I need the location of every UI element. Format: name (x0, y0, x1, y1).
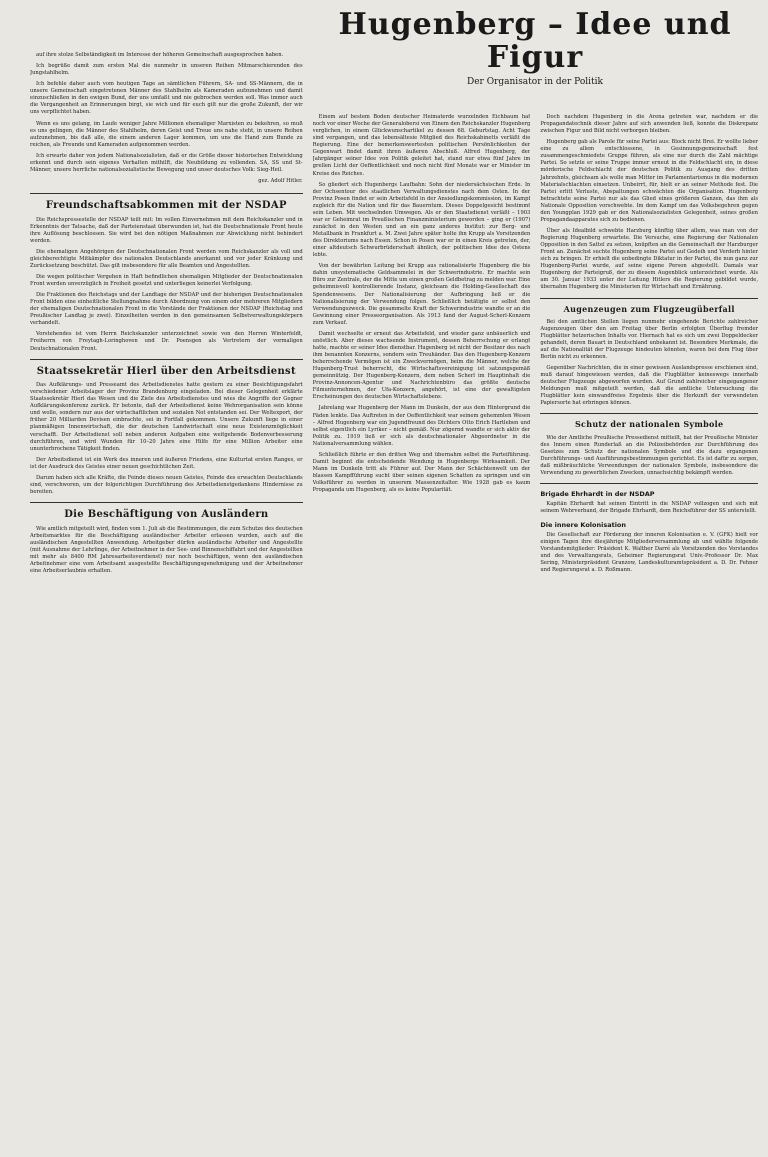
section-title: Die Beschäftigung von Ausländern (64, 509, 269, 520)
paragraph: Wenn es uns gelang, im Laufe weniger Jahre Millionen ehemaliger Marxisten zu bekehren, so muß es uns gelingen, die Männer des Stahlhelm, deren Geist und Treue uns nahe steht, in unsere Reihen aufzunehmen, bis daß alle, die einem anderen Lager kommen, um uns die Hand zum Bunde zu reichen, als Freunde und Kameraden aufgenommen werden. (30, 120, 303, 148)
section-title: Schutz der nationalen Symbole (574, 419, 724, 430)
paragraph: Damit wechselte er erneut das Arbeitsfeld, und wieder ganz unbäuerlich und unöstlich. Aber dieses wachsende Instrument, dessen Beherrschung er erlangt hatte, machte er seiner Idee dienstbar. Hugenberg ist nicht der Besitzer des nach ihm benannten Konzerns, sondern sein Treuhänder. Das den Hugenberg-Konzern beherrschende Vermögen ist ein Zweckvermögen, beim die Männer, welche der Hugenberg-Trust beherrscht, die Wirtschaftsvereinigung ist satzungsgemäß gemeinnützig. Der Hugenberg-Konzern, dem neben Scherl im Hauptinhalt die Provinz-Annoncen-Agentur und Nachrichtenbüro das größte deutsche Filmunternehmen, der Ufa-Konzern, angehört, ist eine der gewaltigsten Erscheinungen des deutschen Wirtschaftslebens. (312, 330, 531, 401)
paragraph: Die Fraktionen des Reichstags und der Landtage der NSDAP und der bisherigen Deutschnationalen Front bilden eine einheitliche Stellungnahme durch Abordnung von einem oder mehreren Mitgliedern der ehemaligen Deutschnationalen Front in die Vorstände der Fraktionen der NSDAP (Reichstag und Preußischer Landtag je zwei). Einzelheiten werden in den gemeinsamen Selbstverwaltungskörpern verhandelt. (30, 292, 303, 327)
paragraph: Die ehemaligen Angehörigen der Deutschnationalen Front werden vom Reichskanzler als voll und gleichberechtigte Mitkämpfer des nationalen Deutschlands anerkannt und vor jeder Kränkung und Zurücksetzung beschützt. Das gilt insbesondere für alle Beamten und Angestellten. (30, 248, 303, 269)
paragraph: Ich erwarte daher von jedem Nationalsozialisten, daß er die Größe dieser historischen Entwicklung erkennt und durch sein eigenes Verhalten mithilft, die Neubildung zu vollenden. SA, SS und St-Männer, unsere herrliche nationalsozialistische Bewegung und unser deutsches Volk: Sieg-Heil. (30, 152, 303, 173)
paragraph: Vorstehendes ist vom Herrn Reichskanzler unterzeichnet sowie von den Herren Winterfeldt, Freiherrn von Freytagh-Loringhoven und Dr. Poensgen als Vertretern der vormaligen Deutschnationalen Front. (30, 331, 303, 352)
divider (30, 193, 303, 194)
subsection-title: Brigade Ehrhardt in der NSDAP (540, 490, 655, 498)
section-title: Staatssekretär Hierl über den Arbeitsdienst (36, 365, 296, 377)
column-2 (313, 114, 531, 1149)
paragraph: auf ihre stolze Selbständigkeit im Interesse der höheren Gemeinschaft ausgesprochen haben. (36, 52, 284, 58)
paragraph: Jahrelang war Hugenberg der Mann im Dunkeln, der aus dem Hintergrund die Fäden lenkte. Das Auftreten in der Oeffentlichkeit war seinem gehemmten Wesen – Alfred Hugenberg war ein Jugendfreund des Dichters Otto Erich Hartleben und selbst eigentlich ein Lyriker – nicht gemäß. Nur zögernd wandte er sich aktiv der Politik zu. 1919 ließ er sich als deutschnationaler Abgeordneter in die Nationalversammlung wählen. (312, 405, 531, 447)
column-1 (30, 52, 303, 1149)
section-title: Freundschaftsabkommen mit der NSDAP (45, 200, 287, 211)
divider (540, 413, 758, 414)
paragraph: Doch nachdem Hugenberg in die Arena getreten war, nachdem er die Propagandatechnik dieser Jahre auf sich anwenden ließ, konnte die Diskrepanz zwischen Figur und Bild nicht verborgen bleiben. (540, 114, 759, 135)
paragraph: Von der bewährten Leitung bei Krupp aus rationalisierte Hugenberg die bis dahin unsystematische Geldsammelei in der Schwerindustrie. Er machte sein Büro zur Zentrale, der die Mitte um einen großen Geldbetrag zu melden war. Eine geheimnisvoll kontrollierende Instanz, gleichsam die Holding-Gesellschaft des Spendenwesens. Der Nationalisierung der Aufbringung ließ er die Nationalisierung der Verwendung folgen. Schließlich betätigte er selbst den Verwendungszweck. Die gesammelte Kraft der Schwerindustrie wandte er an die Gewinnung einer Presseorganisation. Als 1913 fand der August-Scherl-Konzern zum Verkauf. (312, 263, 531, 326)
paragraph: Über als Idealbild schwebte Harzburg künftig über allem, was man von der Regierung Hugenberg erwartete. Die Versuche, eine Regierung der Nationalen Opposition in den Sattel zu setzen, knüpften an die Gemeinschaft der Harzburger Front an. Zunächst suchte Hugenberg seine Partei auf Gedeih und Verderb hinter sich zu bringen. Er erhielt die unbedingte Diktatur in der Partei, die nun ganz zur Hugenberg-Partei wurde, auf seine eigene Person abgestellt. Damals war Hugenberg der Parteigruß, der zu diesem Augenblick unterzeichnet wurde. Als am 30. Januar 1933 unter der Leitung Hitlers die Regierung gebildet wurde, übernahm Hugenberg die Ministerien für Wirtschaft und Ernährung. (540, 227, 759, 291)
divider (30, 502, 303, 503)
paragraph: So gliedert sich Hugenbergs Laufbahn: Sohn der niedersächsischen Erde. In der Ochsentour des staatlichen Verwaltungsdienstes nach dem Osten. In der Provinz Posen findet er sein Arbeitsfeld in der Ansiedlungskommission, im Kampf zugleich für die Nation und für das Bauerntum. Dieses Doppelgesicht bestimmt sein Leben. Mit wechselnden Umwegen. Als er den Staatsdienst verläßt – 1903 war er Geheimrat im Preußischen Finanzministerium geworden – ging er (1907) zunächst in den Westen und an ein ganz anderes Institut: zur Berg- und Metallbank in Frankfurt a. M. Zwei Jahre später holte ihn Krupp als Vorsitzenden des Direktoriums nach Essen. Schon in Posen war er in einen Kreis getreten, der, einer altdeutsch Schwurbrüderschaft ähnlich, der politischen Idee des Ostens lebte. (312, 181, 531, 259)
paragraph: Gegenüber Nachrichten, die in einer gewissen Auslandspresse erschienen sind, muß darauf hingewiesen werden, daß die Flugblätter keineswegs innerhalb deutscher Flugzeuge abgeworfen wurden. Auf Grund zahlreicher eingegangener Meldungen muß mitgeteilt werden, daß die amtliche Untersuchung die Flugblätter kein einwandfreies Ergebnis über die Herkunft der verwendeten Papiersorte hat erbringen können. (540, 365, 759, 407)
subsection-title: Die innere Kolonisation (540, 520, 627, 529)
paragraph: Die Reichspressestelle der NSDAP teilt mit: Im vollen Einvernehmen mit dem Reichskanzler und in Erkenntnis der Tatsache, daß der Parteienstaat überwunden ist, hat die Deutschnationale Front heute ihre Auflösung beschlossen. Sie wird bei den nötigen Maßnahmen zur Abwicklung nicht behindert werden. (30, 216, 303, 244)
paragraph: Darum haben sich alle Kräfte, die Feinde dieses neuen Geistes, Feinde des erwachten Deutschlands sind, verschworen, um der folgerichtigen Durchführung des Arbeitsdienstgedankens Hindernisse zu bereiten. (30, 474, 303, 495)
paragraph: Ich befehle daher auch vom heutigen Tage an sämtlichen Führern, SA- und SS-Männern, die in unsere Gemeinschaft eingetretenen Männer des Stahlhelm als Kameraden aufzunehmen und damit einzuschließen in den ewigen Bund, der uns umfaßt und nie gebrochen werden soll. Was immer auch die Vergangenheit an Erinnerungen birgt, sie wich und für euch gilt nur die große Zukunft, der wir uns verpflichtet haben. (30, 81, 303, 116)
headline-title: Hugenberg – Idee und Figur (338, 7, 732, 75)
paragraph: Kapitän Ehrhardt hat seinen Eintritt in die NSDAP vollzogen und sich mit seinem Wehrverband, der Brigade Ehrhardt, dem Reichsführer der SS unterstellt. (540, 500, 759, 514)
headline-subtitle: Der Organisator in der Politik (467, 77, 603, 87)
paragraph: Wie amtlich mitgeteilt wird, finden vom 1. Juli ab die Bestimmungen, die zum Schutze des deutschen Arbeitsmarktes für die Beschäftigung ausländischer Arbeiter erlassen wurden, auch auf die ausländischen Angestellten Anwendung. Arbeitgeber dürfen ausländische Arbeiter und Angestellte (mit Ausnahme der Lehrlinge, der Arbeitnehmer in der See- und Binnenschiffahrt und der Angestellten mit mehr als 8400 RM Jahresarbeitsverdienst) nur noch beschäftigen, wenn den ausländischen Arbeitnehmer eine vom Arbeitsamt ausgestellte Beschäftigungsgenehmigung und der Arbeitnehmer eine Arbeitserlaubnis erhalten. (30, 525, 303, 574)
paragraph: Das Aufklärungs- und Presseamt des Arbeitsdienstes hatte gestern zu einer Besichtigungsfahrt verschiedener Arbeitslager der Provinz Brandenburg eingeladen. Bei dieser Gelegenheit erklärte Staatssekretär Hierl das Wesen und die Ziele des Arbeitsdienstes und wies die Angriffe der Gegner Aufklärungskonferenz zurück. Er betonte, daß der Arbeitsdienst keine Wehrorganisation sein könne und wolle, sondern nur aus der wirtschaftlichen und sozialen Not entstanden sei. Der Weltexport, der früher 20 Milliarden Devisen einbrachte, sei in Fortfall gekommen. Unsere Zukunft liege in einer planmäßigen Innenwirtschaft, die der deutschen Landwirtschaft eine neue Existenzmöglichkeit verschafft. Der Arbeitsdienst soll neben anderen Aufgaben eine weitgehende Bodenverbesserung durchführen, und wird Wunden für 10–20 Jahre eine Hilfe für eine Million Arbeiter eine ununterbrochene Tätigkeit finden. (30, 382, 303, 452)
paragraph: Die wegen politischer Vergehen in Haft befindlichen ehemaligen Mitglieder der Deutschnationalen Front werden unverzüglich in Freiheit gesetzt und unterliegen keinerlei Verfolgung. (30, 273, 303, 287)
section-title: Augenzeugen zum Flugzeugüberfall (563, 303, 735, 314)
paragraph: Die Gesellschaft zur Förderung der inneren Kolonisation e. V. (GFK) hielt vor einigen Tagen ihre diesjährige Mitgliederversammlung ab und wählte folgende Vorstandsmitglieder: Präsident K. Walther Darré als Vorsitzenden des Vorstandes und des Verwaltungsrats, Geheimer Regierungsrat Univ.-Professor Dr. Max Sering, Ministerpräsident Granzow, Landeskulturamtspräsident a. D. Dr. Fehner und Regierungsrat a. D. Roßmann. (540, 531, 759, 574)
paragraph: Ich begrüße damit zum ersten Mal die nunmehr in unseren Reihen Mitmarschierenden des Jungstahlhelm. (30, 63, 303, 77)
divider (30, 359, 303, 360)
paragraph: Einem auf bestem Boden deutscher Heimaterde wurzelnden Eichbaum hat noch vor einer Woche der Generalobersi von Einem den Reichskanzler Hugenberg verglichen, in einem Glückwunschartikel zu dessen 68. Geburtstag. Acht Tage sind vergangen, und das lebensältesie Mitglied des Reichskabinetts verläßt die Regierung. Eine der bemerkenswertesten politischen Persönlichkeiten der Gegenwart findet damit ihren äußeren Abschluß. Alfred Hugenberg, der Jahrgänger seiner Idee von Politik geleitet hat, stand nur etwa fünf Jahre im grellen Licht der Oeffentlichkeit und noch nicht fünf Monate war er Minister im Kreise des Reiches. (312, 114, 531, 177)
paragraph: Wie der Amtliche Preußische Pressedienst mitteilt, hat der Preußische Minister des Innern einen Runderlaß an die Polizeibehörden zur Durchführung des Gesetzes zum Schutz der nationalen Symbole und die dazu ergangenen Durchführungs- und Ausführungsbestimmungen gerichtet. Es ist dafür zu sorgen, daß mißbräuchliche Verwendungen der nationalen Symbole, insbesondere die Verwendung zu gewerblichen Zwecken, unnachsichtig bekämpft werden. (540, 434, 759, 476)
paragraph: Bei den amtlichen Stellen liegen nunmehr eingehende Berichte zahlreicher Augenzeugen über den am Freitag über Berlin erfolgten Überflug fremder Flugblätter hetzerischen Inhalts vor. Hiernach hat es sich um zwei Doppeldecker gehandelt, deren Bauart in Deutschland unbekannt ist. Besondere Merkmale, die auf die Nationalität der Flugzeuge hindeuten könnten, waren bei dem Flug über Berlin nicht zu erkennen. (540, 318, 759, 360)
paragraph: Hugenberg gab als Parole für seine Partei aus: Block nicht Brei. Er wollte lieber eine zu allem entschlossene, in Gesinnungsgemeinschaft fest zusammengeschmiedete Gruppe führen, als eine nur durch die Zahl mächtige Partei. So setzte er seine Truppe immer erneut in die Feldschlacht ein, in diese mörderische Feldschlacht der deutschen Politik zu Ausgang des dritten Jahrzehnts, gleichsam als wolle man Mitter im Parlamentarismus in die modernen Materialschlachten einsetzen. Unbeirrt, für, hielt er an seiner Methode fest. Die Partei erlitt Verluste, Abspaltungen schwächten die Organisation. Hugenberg betrachtete seine Partei nur als das Glied eines größeren Ganzen, das ihm als Nationale Opposition vorschwebte. Im dem Kampf um das Volksbegehren gegen den Youngplan 1929 gab er den Nationalsozialisten Gelegenheit, seines großen Propagandaapparates sich zu bedienen. (540, 139, 759, 223)
paragraph: Der Arbeitsdienst ist ein Werk des inneren und äußeren Friedens, eine Kulturtat ersten Ranges, er ist der Ausdruck des Geistes einer neuen geschichtlichen Zeit. (30, 456, 303, 470)
divider (540, 483, 758, 484)
signature: gez. Adolf Hitler. (258, 177, 303, 184)
divider (540, 298, 758, 299)
paragraph: Schließlich führte er den dritten Weg und übernahm selbst die Parteiführung. Damit beginnt die entscheidende Wendung in Hugenbergs Wirksamkeit. Der Mann im Dunkeln tritt als Führer auf. Der Mann der Schächtenwelt um der blassen Kampfführung sucht über seinen eigenen Schatten zu springen und ein Volksführer zu werden in unserem Massenzeitalter. Wie 1928 gab es kaum Propaganda um Hugenberg, als es keine Popularität. (312, 451, 531, 494)
column-3 (540, 114, 758, 1149)
